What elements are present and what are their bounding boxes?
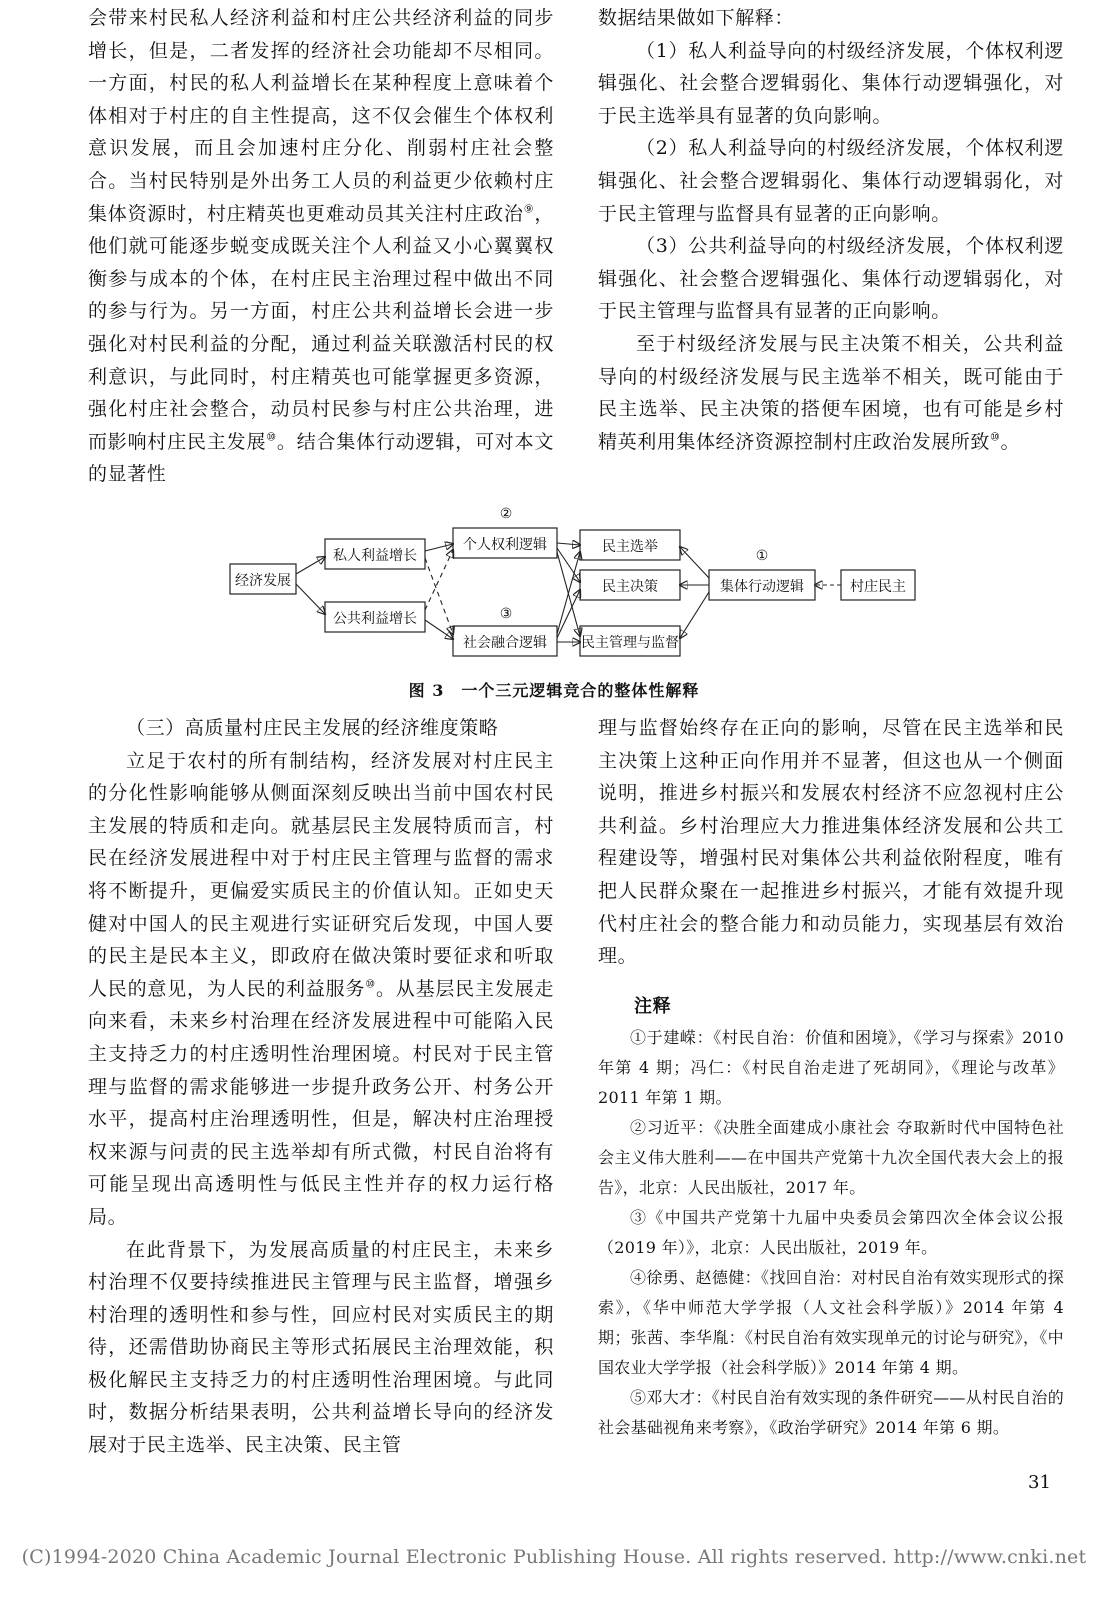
body-text-right-bottom xyxy=(598,712,1064,1443)
svg-text:个人权利逻辑: 个人权利逻辑 xyxy=(463,537,547,553)
marker-1: ① xyxy=(755,548,769,564)
copyright-footer: (C)1994-2020 China Academic Journal Electronic Publishing House. All rights reserved. http://www.cnki.net xyxy=(21,1546,1087,1568)
node-collective-action xyxy=(709,570,815,600)
paragraph: 至于村级经济发展与民主决策不相关，公共利益导向的村级经济发展与民主选举不相关，既可能由于民主选举、民主决策的搭便车困境，也有可能是乡村精英利用集体经济资源控制村庄政治发展所致⑩。 xyxy=(598,332,1064,453)
note-item: ④徐勇、赵德健：《找回自治：对村民自治有效实现形式的探索》，《华中师范大学学报（人文社会科学版）》2014 年第 4 期；张茜、李华胤：《村民自治有效实现单元的讨论与研究》，《中国农业大学学报（社会科学版）》2014 年第 4 期。 xyxy=(598,1268,1064,1378)
marker-3: ③ xyxy=(499,606,513,622)
paragraph: （3）公共利益导向的村级经济发展，个体权利逻辑强化、社会整合逻辑强化、集体行动逻辑弱化，对于民主管理与监督具有显著的正向影响。 xyxy=(598,235,1064,323)
note-item: ②习近平：《决胜全面建成小康社会 夺取新时代中国特色社会主义伟大胜利——在中国共产党第十九次全国代表大会上的报告》，北京：人民出版社，2017 年。 xyxy=(598,1118,1064,1198)
node-public-interest xyxy=(325,602,425,632)
paragraph: 会带来村民私人经济利益和村庄公共经济利益的同步增长，但是，二者发挥的经济社会功能却不尽相同。一方面，村民的私人利益增长在某种程度上意味着个体相对于村庄的自主性提高，这不仅会催生个体权利意识发展，而且会加速村庄分化、削弱村庄社会整合。当村民特别是外出务工人员的利益更少依赖村庄集体资源时，村庄精英也更难动员其关注村庄政治⑨，他们就可能逐步蜕变成既关注个人利益又小心翼翼权衡参与成本的个体，在村庄民主治理过程中做出不同的参与行为。另一方面，村庄公共利益增长会进一步强化对村民利益的分配，通过利益关联激活村民的权利意识，与此同时，村庄精英也可能掌握更多资源，强化村庄社会整合，动员村民参与村庄公共治理，进而影响村庄民主发展⑩。结合集体行动逻辑，可对本文的显著性 xyxy=(88,7,554,486)
page-number: 31 xyxy=(1028,1472,1051,1493)
node-social-integration xyxy=(453,626,557,656)
paragraph: 在此背景下，为发展高质量的村庄民主，未来乡村治理不仅要持续推进民主管理与民主监督，增强乡村治理的透明性和参与性，回应村民对实质民主的期待，还需借助协商民主等形式拓展民主治理效能，积极化解民主支持乏力的村庄透明性治理困境。与此同时，数据分析结果表明，公共利益增长导向的经济发展对于民主选举、民主决策、民主管 xyxy=(88,1238,554,1457)
node-private-interest xyxy=(325,539,425,569)
svg-text:社会融合逻辑: 社会融合逻辑 xyxy=(463,635,547,651)
body-text-left-bottom xyxy=(88,712,554,1462)
footnote-ref[interactable]: ⑩ xyxy=(266,430,277,444)
svg-text:公共利益增长: 公共利益增长 xyxy=(333,611,417,627)
note-item: ①于建嵘：《村民自治：价值和困境》，《学习与探索》2010 年第 4 期；冯仁：《村民自治走进了死胡同》，《理论与改革》2011 年第 1 期。 xyxy=(598,1028,1064,1108)
svg-text:集体行动逻辑: 集体行动逻辑 xyxy=(720,579,804,595)
svg-text:民主选举: 民主选举 xyxy=(602,539,658,555)
svg-text:村庄民主: 村庄民主 xyxy=(850,579,906,595)
section-heading: （三）高质量村庄民主发展的经济维度策略 xyxy=(126,717,499,739)
svg-text:私人利益增长: 私人利益增长 xyxy=(333,548,417,564)
paragraph: 数据结果做如下解释： xyxy=(598,7,795,29)
footnote-ref[interactable]: ⑨ xyxy=(523,202,535,216)
figure-caption: 图 3 一个三元逻辑竞合的整体性解释 xyxy=(408,681,700,700)
marker-2: ② xyxy=(499,506,513,522)
svg-text:民主决策: 民主决策 xyxy=(602,579,658,595)
footnote-ref[interactable]: ⑩ xyxy=(990,430,1001,444)
footnote-ref[interactable]: ⑩ xyxy=(365,977,376,991)
paragraph: 立足于农村的所有制结构，经济发展对村庄民主的分化性影响能够从侧面深刻反映出当前中国农村民主发展的特质和走向。就基层民主发展特质而言，村民在经济发展进程中对于村庄民主管理与监督的需求将不断提升，更偏爱实质民主的价值认知。正如史天健对中国人的民主观进行实证研究后发现，中国人要的民主是民本主义，即政府在做决策时要征求和听取人民的意见，为人民的利益服务⑩。从基层民主发展走向来看，未来乡村治理在经济发展进程中可能陷入民主支持乏力的村庄透明性治理困境。村民对于民主管理与监督的需求能够进一步提升政务公开、村务公开水平，提高村庄治理透明性，但是，解决村庄治理授权来源与问责的民主选举却有所式微，村民自治将有可能呈现出高透明性与低民主性并存的权力运行格局。 xyxy=(88,749,554,1228)
node-village-democracy xyxy=(841,570,915,600)
node-management xyxy=(580,626,680,656)
node-decision xyxy=(580,570,680,600)
paragraph: （2）私人利益导向的村级经济发展，个体权利逻辑强化、社会整合逻辑弱化、集体行动逻辑弱化，对于民主管理与监督具有显著的正向影响。 xyxy=(598,137,1064,225)
node-economy xyxy=(230,564,296,594)
svg-text:经济发展: 经济发展 xyxy=(235,573,291,589)
paragraph: 理与监督始终存在正向的影响，尽管在民主选举和民主决策上这种正向作用并不显著，但这也从一个侧面说明，推进乡村振兴和发展农村经济不应忽视村庄公共利益。乡村治理应大力推进集体经济发展和公共工程建设等，增强村民对集体公共利益依附程度，唯有把人民群众聚在一起推进乡村振兴，才能有效提升现代村庄社会的整合能力和动员能力，实现基层有效治理。 xyxy=(598,717,1064,968)
body-text-right-top xyxy=(598,2,1064,458)
note-item: ⑤邓大才：《村民自治有效实现的条件研究——从村民自治的社会基础视角来考察》，《政治学研究》2014 年第 6 期。 xyxy=(598,1388,1064,1438)
figure-3-diagram xyxy=(225,502,925,667)
notes-title: 注释 xyxy=(634,995,672,1017)
body-text-left-top xyxy=(88,2,554,491)
paragraph: （1）私人利益导向的村级经济发展，个体权利逻辑强化、社会整合逻辑弱化、集体行动逻辑强化，对于民主选举具有显著的负向影响。 xyxy=(598,39,1064,127)
node-election xyxy=(580,530,680,560)
node-individual-rights xyxy=(453,528,557,558)
notes-list xyxy=(598,1023,1064,1443)
note-item: ③《中国共产党第十九届中央委员会第四次全体会议公报（2019 年）》，北京：人民出版社，2019 年。 xyxy=(598,1208,1064,1258)
svg-text:民主管理与监督: 民主管理与监督 xyxy=(581,635,679,651)
